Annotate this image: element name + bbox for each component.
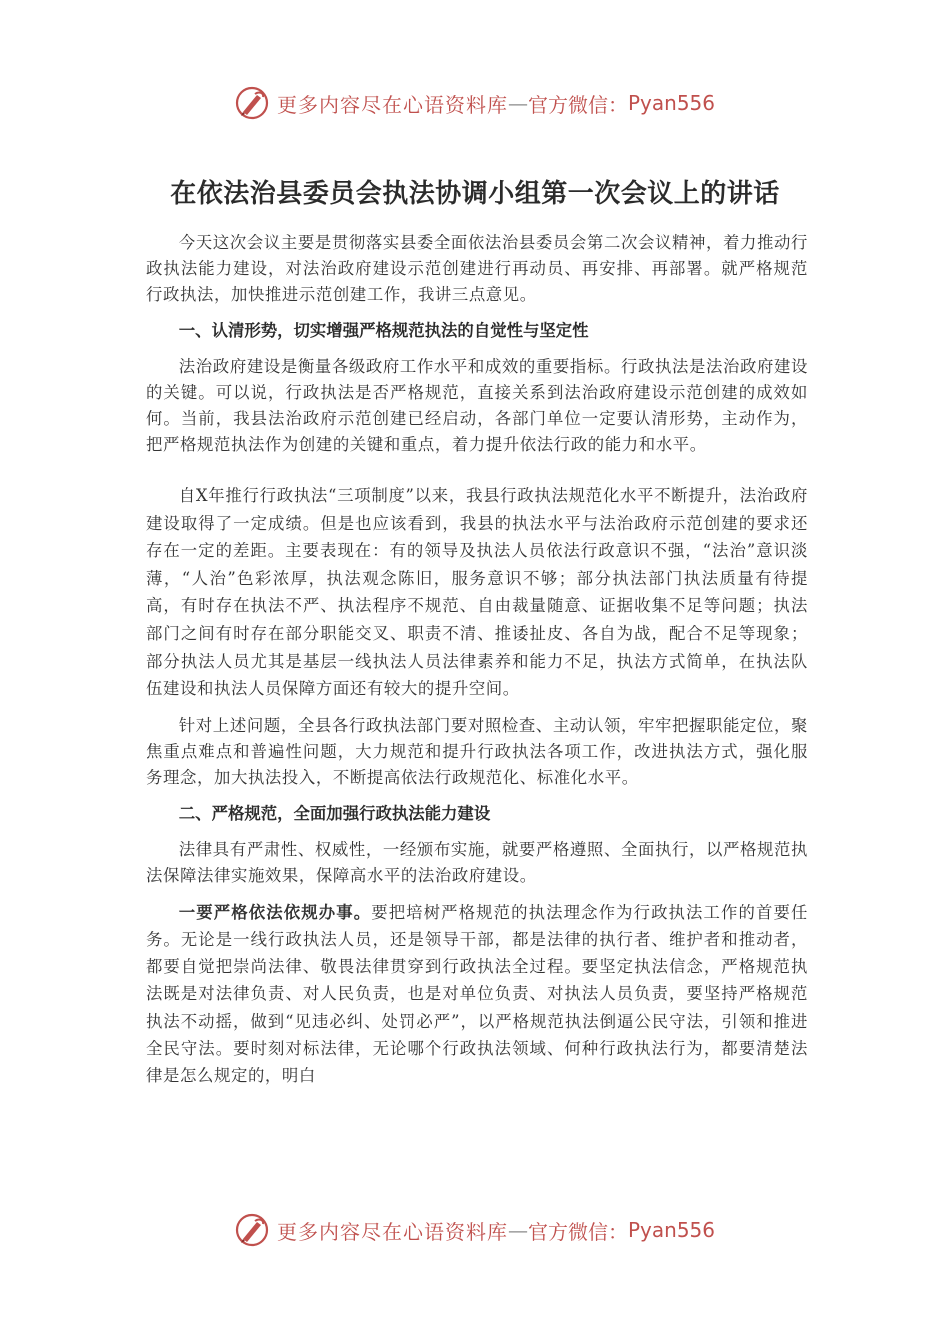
section2-paragraph-2 xyxy=(146,899,808,1089)
footer-banner xyxy=(0,1210,950,1250)
banner-wechat-id: Pyan556 xyxy=(627,91,715,115)
pen-logo-icon xyxy=(235,86,269,120)
banner-separator: — xyxy=(507,1218,528,1242)
banner-wechat-label: 官方微信： xyxy=(527,92,628,117)
document-title: 在依法治县委员会执法协调小组第一次会议上的讲话 xyxy=(170,179,780,209)
banner-wechat-id: Pyan556 xyxy=(627,1218,715,1242)
banner-text: 更多内容尽在心语资料库 xyxy=(276,1219,508,1244)
section1-heading: 一、认清形势，切实增强严格规范执法的自觉性与坚定性 xyxy=(178,321,589,340)
intro-paragraph: 今天这次会议主要是贯彻落实县委全面依法治县委员会第二次会议精神，着力推动行政执法能力建设，对法治政府建设示范创建进行再动员、再安排、再部署。就严格规范行政执法，加快推进示范创建工作，我讲三点意见。 xyxy=(146,233,808,304)
header-banner xyxy=(0,83,950,123)
banner-text: 更多内容尽在心语资料库 xyxy=(276,92,508,117)
section2-paragraph-2-lead: 一要严格依法依规办事。 xyxy=(178,902,372,922)
pen-logo-icon xyxy=(235,1213,269,1247)
banner-separator: — xyxy=(507,91,528,115)
section1-paragraph-1: 法治政府建设是衡量各级政府工作水平和成效的重要指标。行政执法是法治政府建设的关键。可以说，行政执法是否严格规范，直接关系到法治政府建设示范创建的成效如何。当前，我县法治政府示范创建已经启动，各部门单位一定要认清形势，主动作为，把严格规范执法作为创建的关键和重点，着力提升依法行政的能力和水平。 xyxy=(146,357,808,454)
section1-paragraph-3: 针对上述问题，全县各行政执法部门要对照检查、主动认领，牢牢把握职能定位，聚焦重点难点和普遍性问题，大力规范和提升行政执法各项工作，改进执法方式，强化服务理念，加大执法投入，不断提高依法行政规范化、标准化水平。 xyxy=(146,715,808,787)
banner-wechat-label: 官方微信： xyxy=(527,1219,628,1244)
section2-paragraph-2-body: 要把培树严格规范的执法理念作为行政执法工作的首要任务。无论是一线行政执法人员，还是领导干部，都是法律的执行者、维护者和推动者，都要自觉把崇尚法律、敬畏法律贯穿到行政执法全过程。要坚定执法信念，严格规范执法既是对法律负责、对人民负责，也是对单位负责、对执法人员负责，要坚持严格规范执法不动摇，做到“见违必纠、处罚必严”，以严格规范执法倒逼公民守法，引领和推进全民守法。要时刻对标法律，无论哪个行政执法领域、何种行政执法行为，都要清楚法律是怎么规定的，明白 xyxy=(146,902,808,1085)
section2-heading: 二、严格规范，全面加强行政执法能力建设 xyxy=(178,803,491,823)
section1-paragraph-2: 自X年推行行政执法“三项制度”以来，我县行政执法规范化水平不断提升，法治政府建设取得了一定成绩。但是也应该看到，我县的执法水平与法治政府示范创建的要求还存在一定的差距。主要表现在：有的领导及执法人员依法行政意识不强，“法治”意识淡薄，“人治”色彩浓厚，执法观念陈旧，服务意识不够；部分执法部门执法质量有待提高，有时存在执法不严、执法程序不规范、自由裁量随意、证据收集不足等问题；执法部门之间有时存在部分职能交叉、职责不清、推诿扯皮、各自为战，配合不足等现象；部分执法人员尤其是基层一线执法人员法律素养和能力不足，执法方式简单，在执法队伍建设和执法人员保障方面还有较大的提升空间。 xyxy=(146,486,808,699)
section2-paragraph-1: 法律具有严肃性、权威性，一经颁布实施，就要严格遵照、全面执行，以严格规范执法保障法律实施效果，保障高水平的法治政府建设。 xyxy=(146,839,808,885)
document-body xyxy=(146,230,808,1099)
